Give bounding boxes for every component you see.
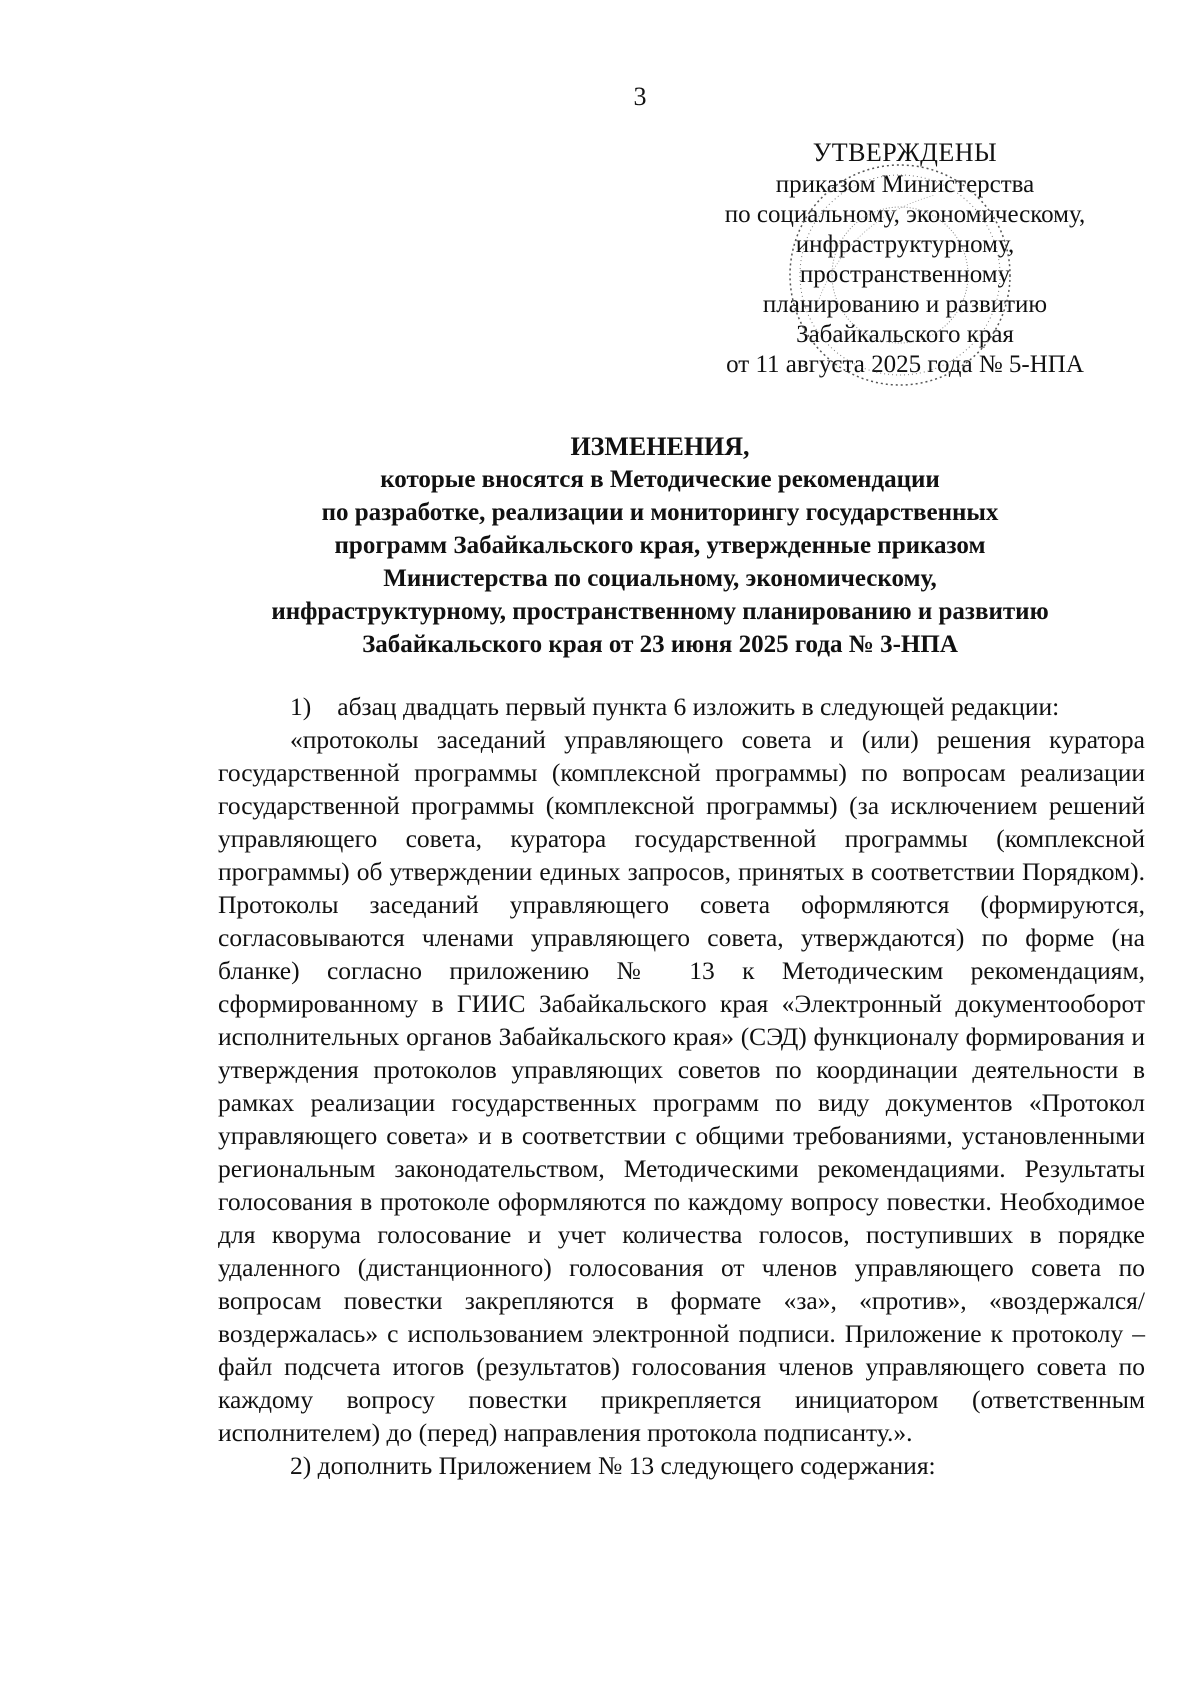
- item-1-number: 1): [290, 692, 312, 721]
- approval-date: от 11 августа 2025 года № 5-НПА: [726, 351, 1084, 378]
- heading-line: Министерства по социальному, экономическому,: [383, 565, 937, 592]
- document-body: [218, 690, 1145, 1482]
- approval-title: УТВЕРЖДЕНЫ: [812, 138, 998, 167]
- heading-line: инфраструктурному, пространственному планированию и развитию: [271, 598, 1049, 625]
- item-1: [218, 690, 1145, 723]
- item-2: 2) дополнить Приложением № 13 следующего содержания:: [290, 1451, 936, 1480]
- approval-line: по социальному, экономическому,: [724, 201, 1086, 228]
- approval-block: [690, 138, 1120, 380]
- approval-line: инфраструктурному,: [795, 231, 1015, 258]
- approval-line: планированию и развитию: [762, 291, 1048, 318]
- heading-line: программ Забайкальского края, утвержденные приказом: [334, 532, 986, 559]
- heading-line: Забайкальского края от 23 июня 2025 года № 3-НПА: [362, 631, 958, 658]
- approval-line: Забайкальского края: [796, 321, 1014, 348]
- heading-line: которые вносятся в Методические рекомендации: [380, 466, 940, 493]
- heading-line: по разработке, реализации и мониторингу государственных: [321, 499, 999, 526]
- item-1-quote: «протоколы заседаний управляющего совета и (или) решения куратора государственной программы (комплексной программы) по вопросам реализации государственной программы (комплексной программы) (за исключением решений управляющего совета, куратора государственной программы (комплексной программы) об утверждении единых запросов, принятых в соответствии Порядком). Протоколы заседаний управляющего совета оформляются (формируются, согласовываются членами управляющего совета, утверждаются) по форме (на бланке) согласно приложению № 13 к Методическим рекомендациям, сформированному в ГИИС Забайкальского края «Электронный документооборот исполнительных органов Забайкальского края» (СЭД) функционалу формирования и утверждения протоколов управляющих советов по координации деятельности в рамках реализации государственных программ по виду документов «Протокол управляющего совета» и в соответствии с общими требованиями, установленными региональным законодательством, Методическими рекомендациями. Результаты голосования в протоколе оформляются по каждому вопросу повестки. Необходимое для кворума голосование и учет количества голосов, поступивших в порядке удаленного (дистанционного) голосования от членов управляющего совета по вопросам повестки закрепляются в формате «за», «против», «воздержался/воздержалась» с использованием электронной подписи. Приложение к протоколу – файл подсчета итогов (результатов) голосования членов управляющего совета по каждому вопросу повестки прикрепляется инициатором (ответственным исполнителем) до (перед) направления протокола подписанту.».: [218, 725, 1145, 1447]
- approval-line: приказом Министерства: [775, 171, 1035, 198]
- item-1-text: абзац двадцать первый пункта 6 изложить в следующей редакции:: [337, 692, 1060, 721]
- approval-line: пространственному: [799, 261, 1011, 288]
- heading-title: ИЗМЕНЕНИЯ,: [570, 432, 750, 461]
- document-heading: [190, 430, 1130, 661]
- page-number: 3: [633, 82, 647, 111]
